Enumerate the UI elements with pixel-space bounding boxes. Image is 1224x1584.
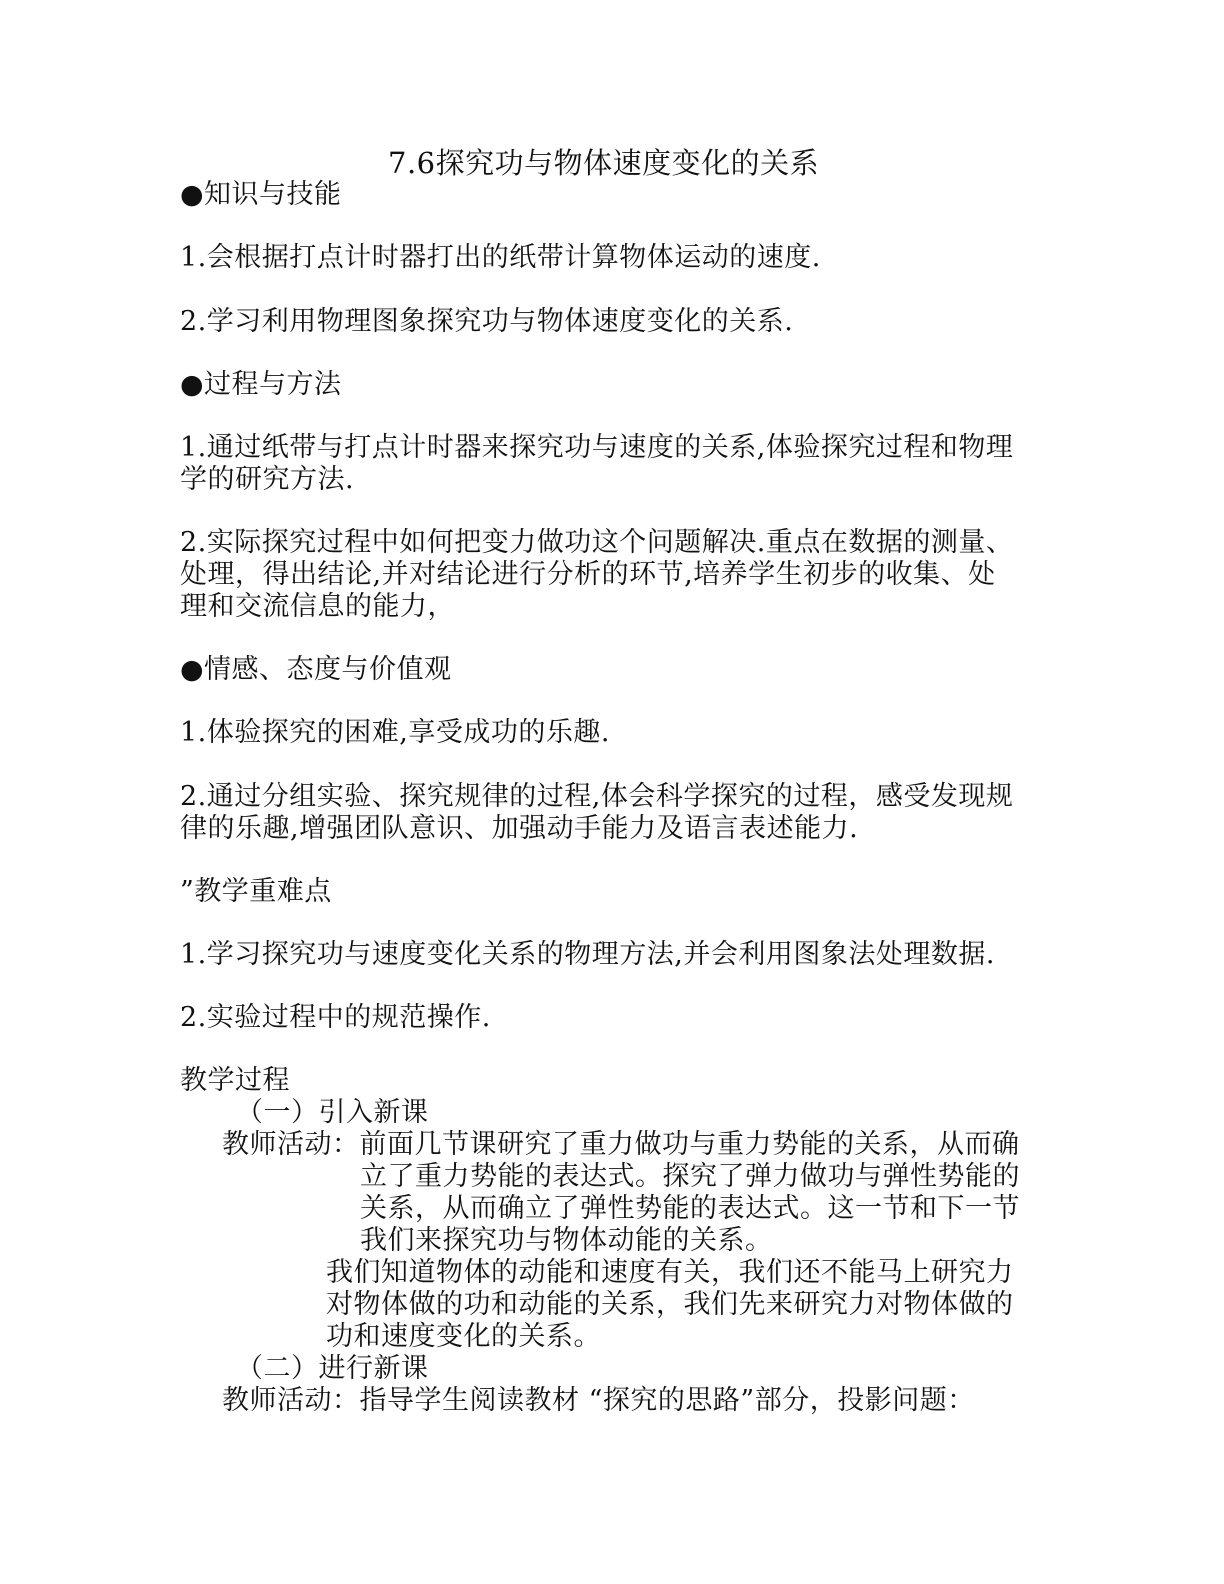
section-heading-process-method: ●过程与方法 bbox=[180, 369, 342, 400]
teacher-activity-line: 立了重力势能的表达式。探究了弹力做功与弹性势能的 bbox=[360, 1161, 1020, 1192]
objective-item-line: 律的乐趣,增强团队意识、加强动手能力及语言表述能力. bbox=[180, 813, 859, 844]
subsection-heading-intro: （一）引入新课 bbox=[236, 1097, 429, 1128]
page-title: 7.6探究功与物体速度变化的关系 bbox=[388, 146, 820, 180]
objective-item-line: 2.实际探究过程中如何把变力做功这个问题解决.重点在数据的测量、 bbox=[180, 527, 1014, 558]
section-heading-key-points: ”教学重难点 bbox=[180, 876, 332, 907]
key-point-item: 2.实验过程中的规范操作. bbox=[180, 1002, 491, 1033]
key-point-item: 1.学习探究功与速度变化关系的物理方法,并会利用图象法处理数据. bbox=[180, 939, 995, 970]
teacher-activity-line: 我们来探究功与物体动能的关系。 bbox=[360, 1225, 773, 1256]
teacher-activity-line: 关系，从而确立了弹性势能的表达式。这一节和下一节 bbox=[360, 1193, 1020, 1224]
objective-item: 1.会根据打点计时器打出的纸带计算物体运动的速度. bbox=[180, 242, 821, 273]
section-heading-emotion-attitude: ●情感、态度与价值观 bbox=[180, 654, 452, 685]
section-heading-teaching-process: 教学过程 bbox=[180, 1065, 290, 1096]
teacher-activity-line: 教师活动：指导学生阅读教材 “探究的思路”部分，投影问题： bbox=[222, 1385, 975, 1416]
section-heading-knowledge-skills: ●知识与技能 bbox=[180, 179, 342, 210]
objective-item-line: 学的研究方法. bbox=[180, 464, 355, 495]
objective-item-line: 处理，得出结论,并对结论进行分析的环节,培养学生初步的收集、处 bbox=[180, 559, 996, 590]
paragraph-line: 功和速度变化的关系。 bbox=[326, 1321, 601, 1352]
objective-item-line: 理和交流信息的能力， bbox=[180, 591, 455, 622]
objective-item: 1.体验探究的困难,享受成功的乐趣. bbox=[180, 717, 610, 748]
objective-item-line: 1.通过纸带与打点计时器来探究功与速度的关系,体验探究过程和物理 bbox=[180, 432, 1014, 463]
objective-item-line: 2.通过分组实验、探究规律的过程,体会科学探究的过程，感受发现规 bbox=[180, 781, 1014, 812]
teacher-activity-line: 教师活动：前面几节课研究了重力做功与重力势能的关系，从而确 bbox=[222, 1129, 1020, 1160]
paragraph-line: 我们知道物体的动能和速度有关，我们还不能马上研究力 bbox=[326, 1257, 1014, 1288]
subsection-heading-new-lesson: （二）进行新课 bbox=[236, 1353, 429, 1384]
objective-item: 2.学习利用物理图象探究功与物体速度变化的关系. bbox=[180, 306, 794, 337]
paragraph-line: 对物体做的功和动能的关系，我们先来研究力对物体做的 bbox=[326, 1289, 1014, 1320]
